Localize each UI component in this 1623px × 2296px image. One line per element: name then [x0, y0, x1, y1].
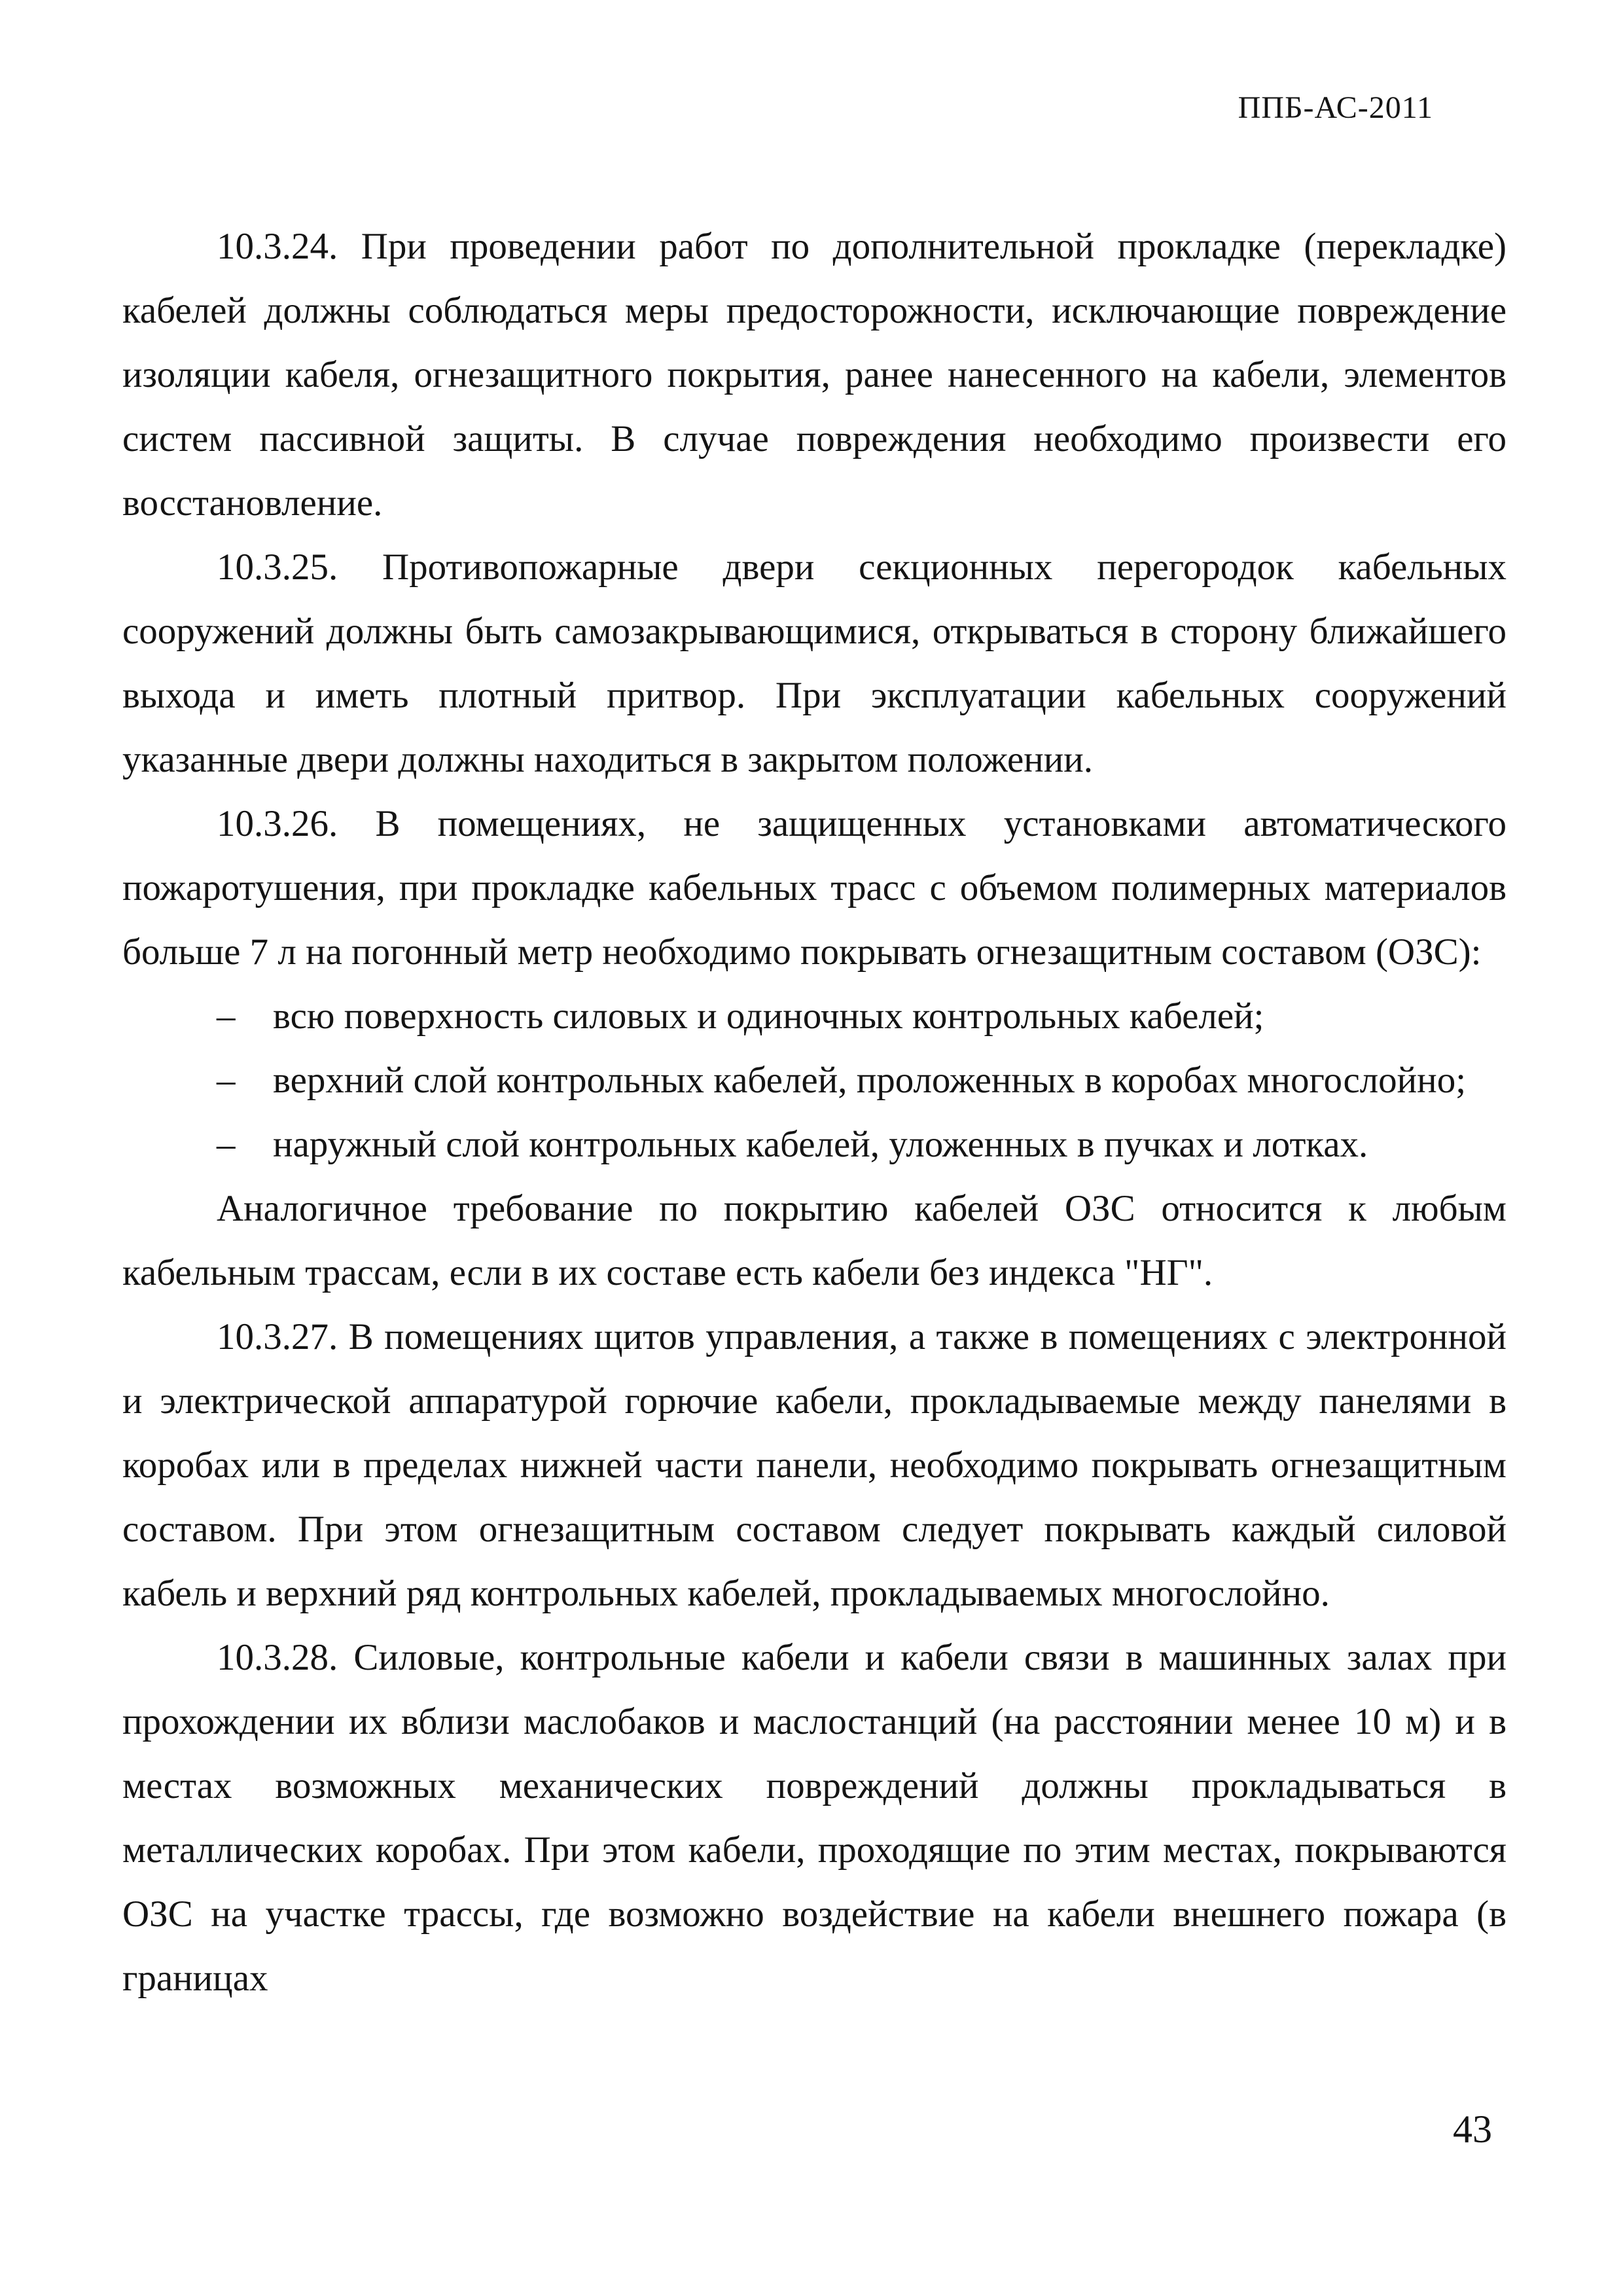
document-body — [122, 215, 1507, 2011]
list-item-text: наружный слой контрольных кабелей, уложенных в пучках и лотках. — [273, 1124, 1368, 1165]
list-item-text: верхний слой контрольных кабелей, проложенных в коробах многослойно; — [273, 1060, 1467, 1101]
list-item — [122, 984, 1507, 1049]
paragraph-10-3-25: 10.3.25. Противопожарные двери секционных перегородок кабельных сооружений должны быть самозакрывающимися, открываться в сторону ближайшего выхода и иметь плотный притвор. При эксплуатации кабельных сооружений указанные двери должны находиться в закрытом положении. — [122, 547, 1507, 780]
paragraph-analogous-requirement: Аналогичное требование по покрытию кабелей ОЗС относится к любым кабельным трассам, если в их составе есть кабели без индекса "НГ". — [122, 1188, 1507, 1293]
list-dash: – — [217, 1060, 236, 1101]
paragraph-10-3-27: 10.3.27. В помещениях щитов управления, а также в помещениях с электронной и электрической аппаратурой горючие кабели, прокладываемые между панелями в коробах или в пределах нижней части панели, необходимо покрывать огнезащитным составом. При этом огнезащитным составом следует покрывать каждый силовой кабель и верхний ряд контрольных кабелей, прокладываемых многослойно. — [122, 1316, 1507, 1614]
paragraph-10-3-26: 10.3.26. В помещениях, не защищенных установками автоматического пожаротушения, при прокладке кабельных трасс с объемом полимерных материалов больше 7 л на погонный метр необходимо покрывать огнезащитным составом (ОЗС): — [122, 803, 1507, 973]
page-number: 43 — [1453, 2108, 1492, 2151]
list-item-text: всю поверхность силовых и одиночных контрольных кабелей; — [273, 996, 1264, 1037]
ozs-coverage-list — [122, 984, 1507, 1177]
paragraph-10-3-24: 10.3.24. При проведении работ по дополнительной прокладке (перекладке) кабелей должны соблюдаться меры предосторожности, исключающие повреждение изоляции кабеля, огнезащитного покрытия, ранее нанесенного на кабели, элементов систем пассивной защиты. В случае повреждения необходимо произвести его восстановление. — [122, 226, 1507, 524]
paragraph-10-3-28: 10.3.28. Силовые, контрольные кабели и кабели связи в машинных залах при прохождении их вблизи маслобаков и маслостанций (на расстоянии менее 10 м) и в местах возможных механических повреждений должны прокладываться в металлических коробах. При этом кабели, проходящие по этим местах, покрываются ОЗС на участке трассы, где возможно воздействие на кабели внешнего пожара (в границах — [122, 1637, 1507, 1999]
list-item — [122, 1049, 1507, 1113]
list-dash: – — [217, 996, 236, 1037]
list-item — [122, 1113, 1507, 1177]
list-dash: – — [217, 1124, 236, 1165]
document-code: ППБ-АС-2011 — [1238, 90, 1433, 125]
